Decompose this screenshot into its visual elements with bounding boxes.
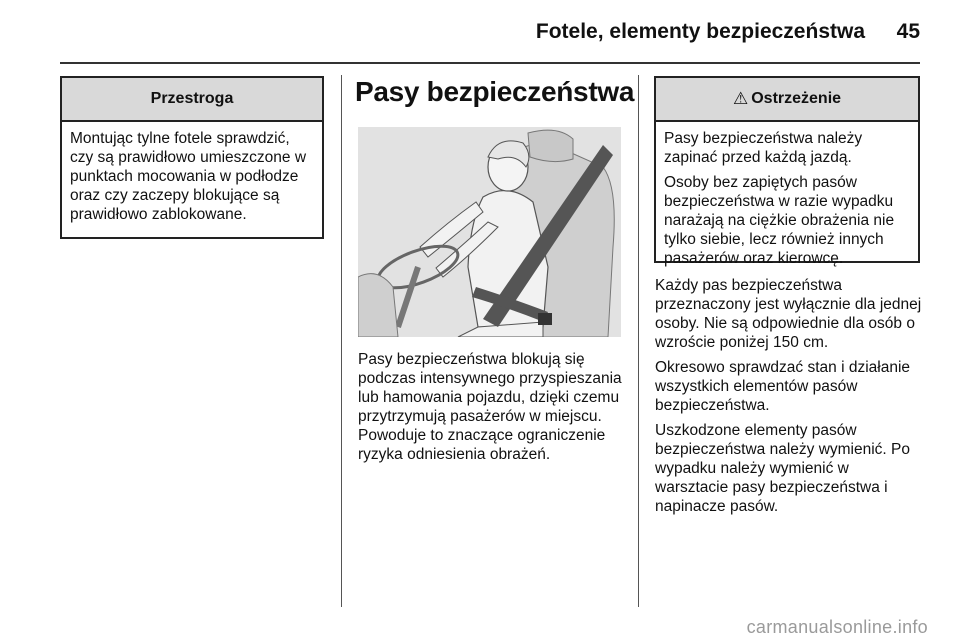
column-divider-left <box>341 75 342 607</box>
warning-box <box>654 76 920 267</box>
right-paragraph-2: Okresowo sprawdzać stan i działanie wszystkich elementów pasów bezpieczeństwa. <box>655 359 911 414</box>
watermark: carmanualsonline.info <box>746 617 928 637</box>
right-paragraph-3: Uszkodzone elementy pasów bezpieczeństwa należy wymienić. Po wypadku należy wymienić w warsztacie pasy bezpieczeństwa i napinacze pasów. <box>655 422 911 515</box>
caution-box-text: Montując tylne fotele sprawdzić, czy są prawidłowo umieszczone w punktach mocowania w podłodze oraz czy zaczepy blokujące są prawidłowo zablokowane. <box>70 130 307 223</box>
column-divider-right <box>638 75 639 607</box>
caution-box <box>60 76 324 239</box>
header-divider <box>60 62 920 64</box>
right-paragraph-1: Każdy pas bezpieczeństwa przeznaczony jest wyłącznie dla jednej osoby. Nie są odpowiednie dla osób o wzroście poniżej 150 cm. <box>655 277 922 351</box>
warning-box-header <box>656 78 918 122</box>
warning-paragraph-1: Pasy bezpieczeństwa należy zapinać przed każdą jazdą. <box>664 130 863 166</box>
seat-belt-illustration <box>358 127 621 337</box>
warning-triangle-icon: ⚠ <box>732 89 749 108</box>
section-title: Pasy bezpieczeństwa <box>355 76 635 107</box>
page-number: 45 <box>896 20 920 43</box>
section-body <box>358 350 628 470</box>
caution-box-title: Przestroga <box>62 78 322 122</box>
page-header-title: Fotele, elementy bezpieczeństwa <box>535 20 865 43</box>
warning-box-title: Ostrzeżenie <box>751 90 842 107</box>
warning-paragraph-2: Osoby bez zapiętych pasów bezpieczeństwa w razie wypadku narażają na ciężkie obrażenia nie tylko siebie, lecz również innych pasażerów oraz kierowcę. <box>664 174 895 267</box>
section-body-text: Pasy bezpieczeństwa blokują się podczas intensywnego przyspieszania lub hamowania pojazdu, dzięki czemu przytrzymują pasażerów w miejscu. Powoduje to znaczące ograniczenie ryzyka odniesienia obrażeń. <box>358 351 622 463</box>
right-column-text <box>655 276 925 522</box>
